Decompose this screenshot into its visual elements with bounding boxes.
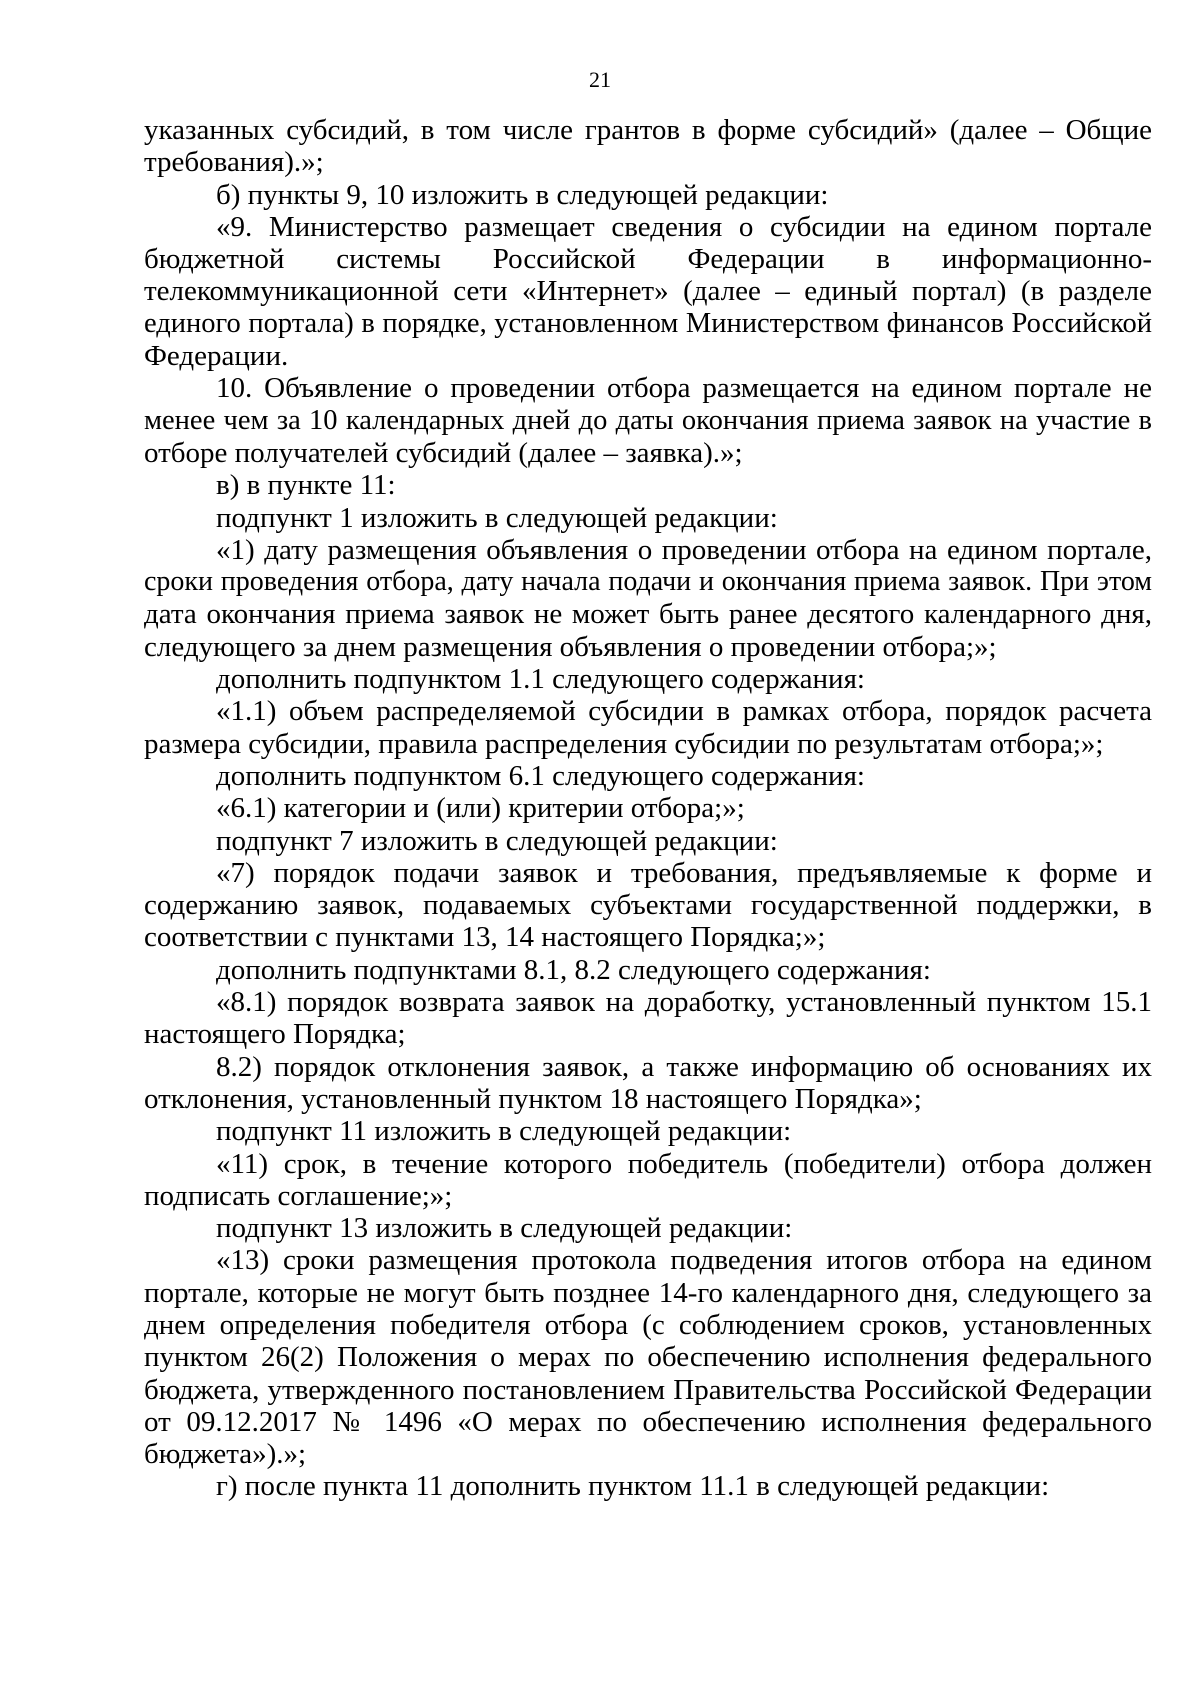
- text-line: дополнить подпунктами 8.1, 8.2 следующего содержания:: [216, 953, 931, 986]
- text-line: настоящего Порядка;: [144, 1018, 406, 1051]
- text-line: указанных субсидий, в том числе грантов в форме субсидий» (далее – Общие: [144, 114, 1152, 146]
- text-line: портале, которые не могут быть позднее 14-го календарного дня, следующего за: [144, 1276, 1152, 1309]
- text-line: в) в пункте 11:: [216, 469, 396, 502]
- text-line: бюджетной системы Российской Федерации в информационно-: [144, 243, 1152, 276]
- body-text: [144, 114, 1152, 1503]
- text-line: пунктом 26(2) Положения о мерах по обеспечению исполнения федерального: [144, 1341, 1152, 1374]
- text-line: «13) сроки размещения протокола подведения итогов отбора на едином: [216, 1244, 1152, 1277]
- text-line: менее чем за 10 календарных дней до даты окончания приема заявок на участие в: [144, 404, 1152, 436]
- page-number: 21: [589, 67, 611, 92]
- text-line: 8.2) порядок отклонения заявок, а также информацию об основаниях их: [216, 1050, 1152, 1083]
- text-line: подпункт 1 изложить в следующей редакции:: [216, 501, 778, 534]
- text-line: подпункт 7 изложить в следующей редакции:: [216, 824, 778, 857]
- text-line: подпункт 11 изложить в следующей редакции:: [216, 1115, 792, 1148]
- text-line: телекоммуникационной сети «Интернет» (далее – единый портал) (в разделе: [144, 275, 1152, 308]
- text-line: днем определения победителя отбора (с соблюдением сроков, установленных: [144, 1308, 1152, 1341]
- text-line: дополнить подпунктом 1.1 следующего содержания:: [216, 663, 865, 696]
- text-line: требования).»;: [144, 146, 324, 179]
- text-line: «9. Министерство размещает сведения о субсидии на едином портале: [216, 210, 1152, 243]
- text-line: дополнить подпунктом 6.1 следующего содержания:: [216, 759, 865, 792]
- text-line: единого портала) в порядке, установленном Министерством финансов Российской: [144, 307, 1152, 339]
- text-line: размера субсидии, правила распределения субсидии по результатам отбора;»;: [144, 727, 1104, 760]
- text-line: подпункт 13 изложить в следующей редакции:: [216, 1212, 793, 1245]
- text-line: г) после пункта 11 дополнить пунктом 11.1 в следующей редакции:: [216, 1470, 1050, 1503]
- text-line: соответствии с пунктами 13, 14 настоящего Порядка;»;: [144, 921, 826, 954]
- text-line: Федерации.: [144, 340, 289, 373]
- text-line: «7) порядок подачи заявок и требования, предъявляемые к форме и: [216, 856, 1152, 889]
- text-line: подписать соглашение;»;: [144, 1179, 453, 1212]
- text-line: «1) дату размещения объявления о проведении отбора на едином портале,: [216, 533, 1152, 566]
- text-line: 10. Объявление о проведении отбора размещается на едином портале не: [216, 372, 1152, 405]
- text-line: б) пункты 9, 10 изложить в следующей редакции:: [216, 178, 829, 211]
- text-line: бюджета»).»;: [144, 1438, 307, 1471]
- text-line: содержанию заявок, подаваемых субъектами государственной поддержки, в: [144, 889, 1152, 922]
- text-line: сроки проведения отбора, дату начала подачи и окончания приема заявок. При этом: [144, 566, 1152, 598]
- text-line: «11) срок, в течение которого победитель (победители) отбора должен: [216, 1147, 1152, 1180]
- text-line: отклонения, установленный пунктом 18 настоящего Порядка»;: [144, 1082, 922, 1115]
- text-line: «6.1) категории и (или) критерии отбора;»;: [216, 792, 745, 825]
- text-line: отборе получателей субсидий (далее – заявка).»;: [144, 436, 743, 469]
- text-line: «8.1) порядок возврата заявок на доработку, установленный пунктом 15.1: [216, 986, 1152, 1019]
- text-line: от 09.12.2017 № 1496 «О мерах по обеспечению исполнения федерального: [144, 1405, 1152, 1438]
- text-line: бюджета, утвержденного постановлением Правительства Российской Федерации: [144, 1373, 1152, 1406]
- text-line: «1.1) объем распределяемой субсидии в рамках отбора, порядок расчета: [216, 695, 1152, 728]
- text-line: следующего за днем размещения объявления о проведении отбора;»;: [144, 630, 997, 663]
- text-line: дата окончания приема заявок не может быть ранее десятого календарного дня,: [144, 598, 1152, 631]
